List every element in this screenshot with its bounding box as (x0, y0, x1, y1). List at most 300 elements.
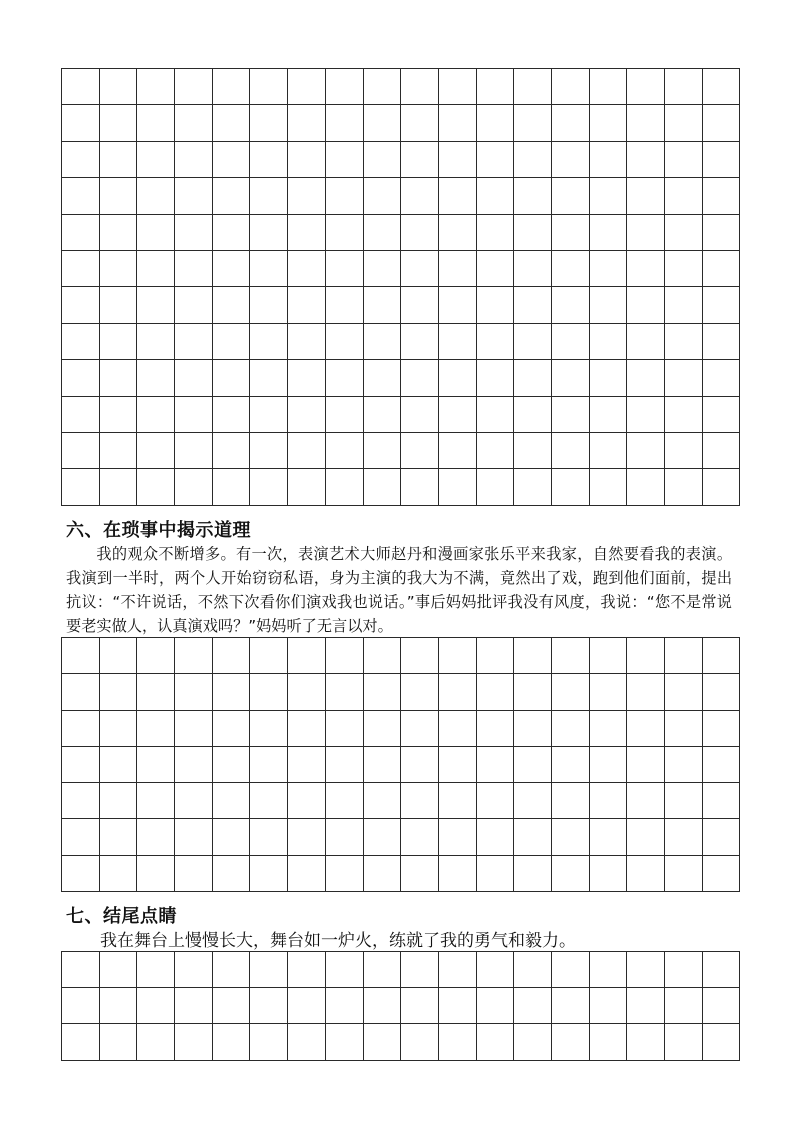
grid-cell[interactable] (627, 396, 665, 432)
grid-cell[interactable] (175, 360, 213, 396)
grid-cell[interactable] (363, 819, 401, 855)
grid-cell[interactable] (99, 952, 137, 988)
grid-cell[interactable] (250, 250, 288, 286)
grid-cell[interactable] (627, 323, 665, 359)
grid-cell[interactable] (62, 178, 100, 214)
grid-cell[interactable] (250, 214, 288, 250)
grid-cell[interactable] (212, 432, 250, 468)
grid-cell[interactable] (401, 141, 439, 177)
grid-cell[interactable] (175, 432, 213, 468)
grid-cell[interactable] (665, 141, 703, 177)
grid-cell[interactable] (137, 746, 175, 782)
grid-cell[interactable] (137, 952, 175, 988)
grid-cell[interactable] (250, 988, 288, 1024)
grid-cell[interactable] (476, 69, 514, 105)
grid-cell[interactable] (288, 432, 326, 468)
grid-cell[interactable] (401, 674, 439, 710)
grid-cell[interactable] (99, 469, 137, 505)
grid-cell[interactable] (627, 250, 665, 286)
grid-cell[interactable] (665, 360, 703, 396)
grid-cell[interactable] (665, 396, 703, 432)
grid-cell[interactable] (288, 855, 326, 891)
grid-cell[interactable] (325, 360, 363, 396)
grid-cell[interactable] (514, 469, 552, 505)
grid-cell[interactable] (99, 105, 137, 141)
grid-cell[interactable] (363, 746, 401, 782)
grid-cell[interactable] (250, 105, 288, 141)
grid-cell[interactable] (401, 783, 439, 819)
grid-cell[interactable] (250, 141, 288, 177)
grid-cell[interactable] (401, 178, 439, 214)
grid-cell[interactable] (665, 746, 703, 782)
grid-cell[interactable] (99, 287, 137, 323)
grid-cell[interactable] (702, 69, 740, 105)
grid-cell[interactable] (514, 178, 552, 214)
grid-cell[interactable] (212, 469, 250, 505)
grid-cell[interactable] (99, 855, 137, 891)
grid-cell[interactable] (627, 710, 665, 746)
grid-cell[interactable] (589, 287, 627, 323)
grid-cell[interactable] (438, 250, 476, 286)
grid-cell[interactable] (589, 855, 627, 891)
grid-cell[interactable] (627, 214, 665, 250)
grid-cell[interactable] (438, 638, 476, 674)
grid-cell[interactable] (250, 69, 288, 105)
grid-cell[interactable] (325, 988, 363, 1024)
grid-cell[interactable] (62, 710, 100, 746)
grid-cell[interactable] (212, 746, 250, 782)
grid-cell[interactable] (325, 746, 363, 782)
grid-cell[interactable] (438, 819, 476, 855)
grid-cell[interactable] (175, 323, 213, 359)
grid-cell[interactable] (702, 710, 740, 746)
grid-cell[interactable] (288, 988, 326, 1024)
grid-cell[interactable] (551, 250, 589, 286)
grid-cell[interactable] (476, 287, 514, 323)
grid-cell[interactable] (589, 819, 627, 855)
grid-cell[interactable] (514, 746, 552, 782)
grid-cell[interactable] (212, 323, 250, 359)
grid-cell[interactable] (99, 432, 137, 468)
grid-cell[interactable] (62, 396, 100, 432)
grid-cell[interactable] (438, 783, 476, 819)
grid-cell[interactable] (476, 952, 514, 988)
grid-cell[interactable] (175, 1024, 213, 1060)
grid-cell[interactable] (250, 396, 288, 432)
grid-cell[interactable] (438, 988, 476, 1024)
grid-cell[interactable] (62, 638, 100, 674)
grid-cell[interactable] (137, 1024, 175, 1060)
grid-cell[interactable] (702, 432, 740, 468)
grid-cell[interactable] (438, 287, 476, 323)
grid-cell[interactable] (627, 638, 665, 674)
grid-cell[interactable] (438, 396, 476, 432)
grid-cell[interactable] (514, 432, 552, 468)
grid-cell[interactable] (627, 783, 665, 819)
grid-cell[interactable] (551, 746, 589, 782)
grid-cell[interactable] (702, 469, 740, 505)
grid-cell[interactable] (363, 432, 401, 468)
grid-cell[interactable] (137, 710, 175, 746)
grid-cell[interactable] (212, 638, 250, 674)
grid-cell[interactable] (99, 710, 137, 746)
grid-cell[interactable] (702, 250, 740, 286)
grid-cell[interactable] (702, 287, 740, 323)
grid-cell[interactable] (476, 783, 514, 819)
grid-cell[interactable] (551, 323, 589, 359)
grid-cell[interactable] (401, 250, 439, 286)
grid-cell[interactable] (514, 988, 552, 1024)
grid-cell[interactable] (175, 855, 213, 891)
grid-cell[interactable] (250, 638, 288, 674)
grid-cell[interactable] (212, 819, 250, 855)
grid-cell[interactable] (288, 69, 326, 105)
grid-cell[interactable] (401, 988, 439, 1024)
grid-cell[interactable] (401, 855, 439, 891)
grid-cell[interactable] (250, 360, 288, 396)
grid-cell[interactable] (476, 323, 514, 359)
grid-cell[interactable] (665, 214, 703, 250)
grid-cell[interactable] (288, 323, 326, 359)
grid-cell[interactable] (551, 988, 589, 1024)
grid-cell[interactable] (401, 214, 439, 250)
grid-cell[interactable] (325, 214, 363, 250)
grid-cell[interactable] (175, 141, 213, 177)
grid-cell[interactable] (99, 360, 137, 396)
grid-cell[interactable] (401, 360, 439, 396)
grid-cell[interactable] (99, 250, 137, 286)
grid-cell[interactable] (589, 783, 627, 819)
grid-cell[interactable] (589, 396, 627, 432)
grid-cell[interactable] (212, 1024, 250, 1060)
grid-cell[interactable] (250, 819, 288, 855)
grid-cell[interactable] (627, 141, 665, 177)
grid-cell[interactable] (702, 396, 740, 432)
grid-cell[interactable] (438, 214, 476, 250)
grid-cell[interactable] (401, 105, 439, 141)
grid-cell[interactable] (175, 214, 213, 250)
grid-cell[interactable] (589, 952, 627, 988)
grid-cell[interactable] (401, 287, 439, 323)
grid-cell[interactable] (551, 952, 589, 988)
grid-cell[interactable] (589, 674, 627, 710)
grid-cell[interactable] (589, 214, 627, 250)
grid-cell[interactable] (702, 952, 740, 988)
grid-cell[interactable] (438, 105, 476, 141)
grid-cell[interactable] (212, 952, 250, 988)
grid-cell[interactable] (665, 710, 703, 746)
grid-cell[interactable] (250, 1024, 288, 1060)
grid-cell[interactable] (514, 250, 552, 286)
grid-cell[interactable] (250, 287, 288, 323)
grid-cell[interactable] (99, 69, 137, 105)
grid-cell[interactable] (325, 396, 363, 432)
grid-cell[interactable] (589, 323, 627, 359)
grid-cell[interactable] (514, 141, 552, 177)
grid-cell[interactable] (288, 819, 326, 855)
grid-cell[interactable] (551, 855, 589, 891)
grid-cell[interactable] (589, 988, 627, 1024)
grid-cell[interactable] (62, 674, 100, 710)
grid-cell[interactable] (212, 360, 250, 396)
grid-cell[interactable] (175, 178, 213, 214)
grid-cell[interactable] (476, 819, 514, 855)
grid-cell[interactable] (137, 323, 175, 359)
grid-cell[interactable] (665, 287, 703, 323)
grid-cell[interactable] (325, 855, 363, 891)
grid-cell[interactable] (288, 105, 326, 141)
grid-cell[interactable] (250, 710, 288, 746)
grid-cell[interactable] (325, 105, 363, 141)
grid-cell[interactable] (62, 214, 100, 250)
grid-cell[interactable] (250, 323, 288, 359)
grid-cell[interactable] (476, 141, 514, 177)
grid-cell[interactable] (62, 287, 100, 323)
grid-cell[interactable] (627, 855, 665, 891)
grid-cell[interactable] (665, 105, 703, 141)
grid-cell[interactable] (363, 178, 401, 214)
grid-cell[interactable] (702, 674, 740, 710)
grid-cell[interactable] (99, 1024, 137, 1060)
grid-cell[interactable] (363, 396, 401, 432)
grid-cell[interactable] (288, 469, 326, 505)
grid-cell[interactable] (702, 988, 740, 1024)
grid-cell[interactable] (212, 105, 250, 141)
grid-cell[interactable] (476, 360, 514, 396)
grid-cell[interactable] (325, 432, 363, 468)
grid-cell[interactable] (627, 1024, 665, 1060)
grid-cell[interactable] (137, 69, 175, 105)
grid-cell[interactable] (438, 674, 476, 710)
grid-cell[interactable] (401, 710, 439, 746)
grid-cell[interactable] (62, 469, 100, 505)
grid-cell[interactable] (175, 783, 213, 819)
grid-cell[interactable] (137, 250, 175, 286)
grid-cell[interactable] (438, 360, 476, 396)
grid-cell[interactable] (175, 105, 213, 141)
grid-cell[interactable] (514, 360, 552, 396)
grid-cell[interactable] (438, 952, 476, 988)
grid-cell[interactable] (665, 674, 703, 710)
grid-cell[interactable] (627, 674, 665, 710)
grid-cell[interactable] (62, 432, 100, 468)
grid-cell[interactable] (325, 952, 363, 988)
grid-cell[interactable] (665, 432, 703, 468)
grid-cell[interactable] (702, 105, 740, 141)
grid-cell[interactable] (551, 141, 589, 177)
grid-cell[interactable] (363, 105, 401, 141)
grid-cell[interactable] (589, 1024, 627, 1060)
grid-cell[interactable] (62, 69, 100, 105)
grid-cell[interactable] (589, 360, 627, 396)
grid-cell[interactable] (514, 674, 552, 710)
grid-cell[interactable] (288, 141, 326, 177)
grid-cell[interactable] (175, 287, 213, 323)
grid-cell[interactable] (589, 69, 627, 105)
grid-cell[interactable] (288, 214, 326, 250)
grid-cell[interactable] (438, 710, 476, 746)
grid-cell[interactable] (99, 638, 137, 674)
grid-cell[interactable] (476, 214, 514, 250)
grid-cell[interactable] (175, 819, 213, 855)
grid-cell[interactable] (627, 287, 665, 323)
grid-cell[interactable] (702, 323, 740, 359)
grid-cell[interactable] (175, 638, 213, 674)
grid-cell[interactable] (250, 178, 288, 214)
grid-cell[interactable] (363, 1024, 401, 1060)
grid-cell[interactable] (476, 469, 514, 505)
grid-cell[interactable] (288, 952, 326, 988)
grid-cell[interactable] (175, 250, 213, 286)
grid-cell[interactable] (325, 323, 363, 359)
grid-cell[interactable] (476, 988, 514, 1024)
grid-cell[interactable] (627, 952, 665, 988)
grid-cell[interactable] (438, 469, 476, 505)
grid-cell[interactable] (137, 105, 175, 141)
grid-cell[interactable] (325, 69, 363, 105)
grid-cell[interactable] (137, 855, 175, 891)
grid-cell[interactable] (665, 469, 703, 505)
grid-cell[interactable] (363, 360, 401, 396)
grid-cell[interactable] (363, 141, 401, 177)
grid-cell[interactable] (62, 746, 100, 782)
grid-cell[interactable] (250, 674, 288, 710)
grid-cell[interactable] (702, 855, 740, 891)
grid-cell[interactable] (175, 69, 213, 105)
grid-cell[interactable] (250, 952, 288, 988)
grid-cell[interactable] (288, 674, 326, 710)
grid-cell[interactable] (551, 214, 589, 250)
grid-cell[interactable] (363, 674, 401, 710)
grid-cell[interactable] (325, 250, 363, 286)
grid-cell[interactable] (401, 638, 439, 674)
grid-cell[interactable] (363, 638, 401, 674)
grid-cell[interactable] (702, 214, 740, 250)
grid-cell[interactable] (665, 250, 703, 286)
grid-cell[interactable] (476, 855, 514, 891)
grid-cell[interactable] (363, 783, 401, 819)
grid-cell[interactable] (212, 214, 250, 250)
grid-cell[interactable] (212, 69, 250, 105)
grid-cell[interactable] (702, 360, 740, 396)
grid-cell[interactable] (250, 469, 288, 505)
grid-cell[interactable] (514, 638, 552, 674)
grid-cell[interactable] (589, 638, 627, 674)
grid-cell[interactable] (702, 1024, 740, 1060)
grid-cell[interactable] (514, 69, 552, 105)
grid-cell[interactable] (627, 360, 665, 396)
grid-cell[interactable] (627, 988, 665, 1024)
grid-cell[interactable] (137, 141, 175, 177)
grid-cell[interactable] (702, 783, 740, 819)
grid-cell[interactable] (589, 746, 627, 782)
grid-cell[interactable] (137, 396, 175, 432)
grid-cell[interactable] (702, 141, 740, 177)
grid-cell[interactable] (438, 746, 476, 782)
grid-cell[interactable] (476, 396, 514, 432)
grid-cell[interactable] (476, 1024, 514, 1060)
grid-cell[interactable] (438, 141, 476, 177)
grid-cell[interactable] (551, 287, 589, 323)
grid-cell[interactable] (401, 952, 439, 988)
grid-cell[interactable] (589, 141, 627, 177)
grid-cell[interactable] (514, 783, 552, 819)
grid-cell[interactable] (99, 141, 137, 177)
grid-cell[interactable] (665, 638, 703, 674)
grid-cell[interactable] (137, 287, 175, 323)
grid-cell[interactable] (363, 287, 401, 323)
grid-cell[interactable] (438, 432, 476, 468)
grid-cell[interactable] (288, 1024, 326, 1060)
grid-cell[interactable] (627, 469, 665, 505)
grid-cell[interactable] (363, 69, 401, 105)
grid-cell[interactable] (62, 1024, 100, 1060)
grid-cell[interactable] (250, 432, 288, 468)
grid-cell[interactable] (514, 819, 552, 855)
grid-cell[interactable] (137, 432, 175, 468)
grid-cell[interactable] (212, 141, 250, 177)
grid-cell[interactable] (551, 178, 589, 214)
grid-cell[interactable] (514, 710, 552, 746)
grid-cell[interactable] (438, 323, 476, 359)
grid-cell[interactable] (62, 855, 100, 891)
grid-cell[interactable] (175, 988, 213, 1024)
grid-cell[interactable] (665, 1024, 703, 1060)
grid-cell[interactable] (438, 855, 476, 891)
grid-cell[interactable] (551, 1024, 589, 1060)
grid-cell[interactable] (175, 746, 213, 782)
grid-cell[interactable] (325, 287, 363, 323)
grid-cell[interactable] (514, 287, 552, 323)
grid-cell[interactable] (137, 674, 175, 710)
grid-cell[interactable] (401, 69, 439, 105)
grid-cell[interactable] (363, 988, 401, 1024)
grid-cell[interactable] (627, 819, 665, 855)
grid-cell[interactable] (589, 469, 627, 505)
grid-cell[interactable] (325, 783, 363, 819)
grid-cell[interactable] (175, 952, 213, 988)
grid-cell[interactable] (175, 710, 213, 746)
grid-cell[interactable] (363, 214, 401, 250)
grid-cell[interactable] (665, 988, 703, 1024)
grid-cell[interactable] (476, 250, 514, 286)
grid-cell[interactable] (401, 396, 439, 432)
grid-cell[interactable] (589, 178, 627, 214)
grid-cell[interactable] (363, 710, 401, 746)
grid-cell[interactable] (137, 783, 175, 819)
grid-cell[interactable] (551, 638, 589, 674)
grid-cell[interactable] (702, 746, 740, 782)
grid-cell[interactable] (363, 250, 401, 286)
grid-cell[interactable] (476, 674, 514, 710)
grid-cell[interactable] (288, 746, 326, 782)
grid-cell[interactable] (212, 396, 250, 432)
grid-cell[interactable] (325, 638, 363, 674)
grid-cell[interactable] (137, 214, 175, 250)
grid-cell[interactable] (627, 432, 665, 468)
grid-cell[interactable] (325, 710, 363, 746)
grid-cell[interactable] (137, 988, 175, 1024)
grid-cell[interactable] (514, 855, 552, 891)
grid-cell[interactable] (665, 855, 703, 891)
grid-cell[interactable] (363, 855, 401, 891)
grid-cell[interactable] (551, 105, 589, 141)
grid-cell[interactable] (62, 952, 100, 988)
grid-cell[interactable] (627, 178, 665, 214)
grid-cell[interactable] (99, 323, 137, 359)
grid-cell[interactable] (212, 710, 250, 746)
grid-cell[interactable] (212, 250, 250, 286)
